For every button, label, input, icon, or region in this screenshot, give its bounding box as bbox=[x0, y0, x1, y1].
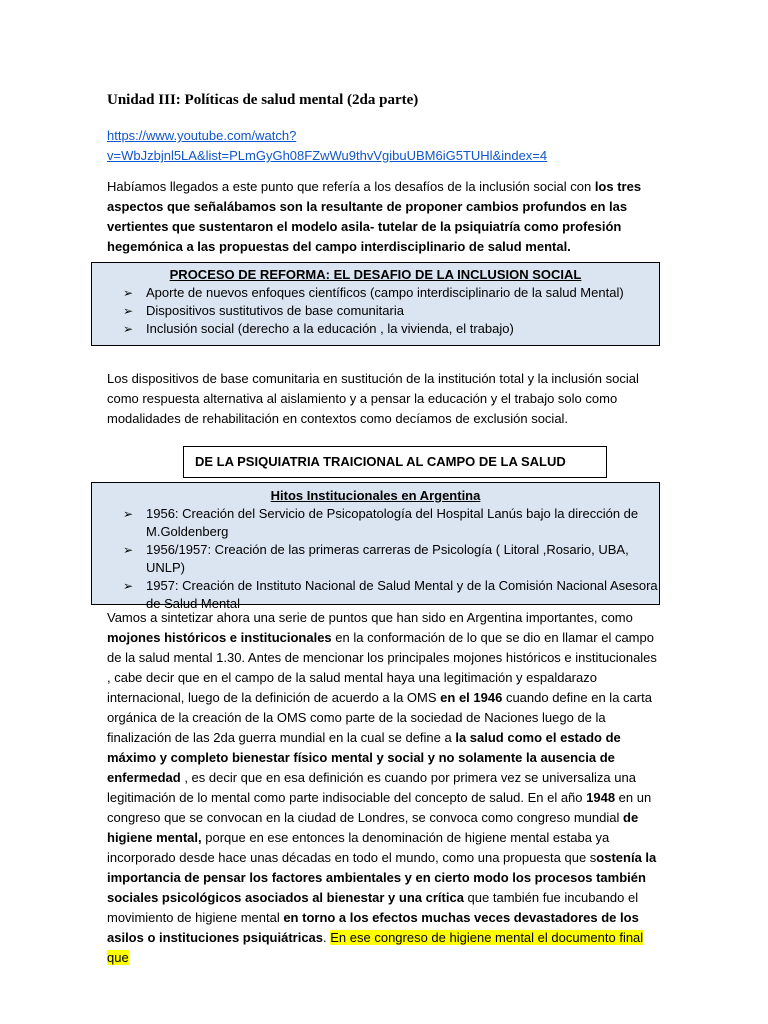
unit-title: Unidad III: Políticas de salud mental (2da parte) bbox=[107, 92, 419, 108]
body-text: en la conformación de lo que se dio en llamar el campo de la salud mental 1.30. Antes de mencionar los principales mojones históricos e institucionales , cabe decir que en el campo de la salud mental haya una legitimación y espaldarazo internacional, luego de la definición de acuerdo a la OMS bbox=[107, 630, 657, 705]
body-text: cuando define en la carta orgánica de la creación de la OMS como parte de la sociedad de Naciones luego de la finalización de las 2da guerra mundial en la cual se define a bbox=[107, 690, 652, 745]
body-bold-text: 1948 bbox=[586, 790, 616, 805]
highlighted-text: En ese congreso de higiene mental el documento final que bbox=[107, 930, 644, 965]
arrow-bullet-icon: ➢ bbox=[123, 304, 134, 318]
list-item-text: Aporte de nuevos enfoques científicos (campo interdisciplinario de la salud Mental) bbox=[146, 285, 624, 300]
reform-list bbox=[92, 284, 659, 338]
body-text: , es decir que en esa definición es cuando por primera vez se universaliza una legitimación de lo mental como parte indisociable del concepto de salud. En el año bbox=[107, 770, 636, 805]
body-bold-text: en torno a los efectos muchas veces devastadores de los asilos o instituciones psiquiátricas bbox=[107, 910, 639, 945]
body-bold-text: la salud como el estado de máximo y completo bienestar físico mental y social y no solamente la ausencia de enfermedad bbox=[107, 730, 621, 785]
youtube-link-line-2[interactable]: v=WbJzbjnl5LA&list=PLmGyGh08FZwWu9thvVgibuUBM6iG5TUHl&index=4 bbox=[107, 148, 548, 163]
list-item bbox=[92, 302, 659, 320]
youtube-link-line-1[interactable]: https://www.youtube.com/watch? bbox=[107, 128, 297, 143]
arrow-bullet-icon: ➢ bbox=[123, 543, 134, 557]
body-text: en un congreso que se convocan en la ciudad de Londres, se convoca como congreso mundial bbox=[107, 790, 652, 825]
list-item-text: 1956/1957: Creación de las primeras carreras de Psicología ( Litoral ,Rosario, UBA, UNLP) bbox=[146, 542, 629, 575]
intro-bold-text: los tres aspectos que señalábamos son la resultante de proponer cambios profundos en las vertientes que sustentaron el modelo asila- tutelar de la psiquiatría como profesión hegemónica a las propuestas del campo interdisciplinario de salud mental. bbox=[107, 179, 642, 254]
list-item bbox=[92, 320, 659, 338]
section-title-box: DE LA PSIQUIATRIA TRAICIONAL AL CAMPO DE LA SALUD bbox=[183, 446, 607, 478]
body-bold-text: en el 1946 bbox=[440, 690, 503, 705]
body-bold-text: mojones históricos e institucionales bbox=[107, 630, 332, 645]
arrow-bullet-icon: ➢ bbox=[123, 286, 134, 300]
arrow-bullet-icon: ➢ bbox=[123, 579, 134, 593]
youtube-link[interactable] bbox=[107, 126, 667, 166]
intro-paragraph bbox=[107, 177, 660, 257]
intro-text: Habíamos llegados a este punto que refería a los desafíos de la inclusión social con bbox=[107, 179, 595, 194]
list-item-text: Dispositivos sustitutivos de base comunitaria bbox=[146, 303, 404, 318]
list-item-text: Inclusión social (derecho a la educación , la vivienda, el trabajo) bbox=[146, 321, 514, 336]
list-item-text: 1957: Creación de Instituto Nacional de Salud Mental y de la Comisión Nacional Asesora de Salud Mental bbox=[146, 578, 658, 611]
main-paragraph bbox=[107, 608, 660, 968]
reform-box-title: PROCESO DE REFORMA: EL DESAFIO DE LA INCLUSION SOCIAL bbox=[169, 267, 582, 282]
arrow-bullet-icon: ➢ bbox=[123, 322, 134, 336]
body-bold-text: de higiene mental, bbox=[107, 810, 639, 845]
hitos-list bbox=[92, 505, 659, 613]
list-item-text: 1956: Creación del Servicio de Psicopatología del Hospital Lanús bajo la dirección de M.Goldenberg bbox=[146, 506, 639, 539]
body-text: porque en ese entonces la denominación de higiene mental estaba ya incorporado desde hace unas décadas en todo el mundo, como una propuesta que s bbox=[107, 830, 610, 865]
arrow-bullet-icon: ➢ bbox=[123, 507, 134, 521]
list-item bbox=[92, 505, 659, 541]
body-bold-text: ostenía la importancia de pensar los factores ambientales y en cierto modo los procesos también sociales psicológicos asociados al bienestar y una crítica bbox=[107, 850, 657, 905]
body-text: que también fue incubando el movimiento de higiene mental bbox=[107, 890, 639, 925]
body-text: . bbox=[323, 930, 331, 945]
hitos-box-title: Hitos Institucionales en Argentina bbox=[270, 488, 481, 503]
hitos-box bbox=[91, 482, 660, 611]
reform-box bbox=[91, 262, 660, 346]
community-paragraph: Los dispositivos de base comunitaria en sustitución de la institución total y la inclusión social como respuesta alternativa al aislamiento y a pensar la educación y el trabajo solo como modalidades de rehabilitación en contextos como decíamos de exclusión social. bbox=[107, 371, 639, 426]
list-item bbox=[92, 284, 659, 302]
list-item bbox=[92, 541, 659, 577]
body-text: Vamos a sintetizar ahora una serie de puntos que han sido en Argentina importantes, como bbox=[107, 610, 633, 625]
